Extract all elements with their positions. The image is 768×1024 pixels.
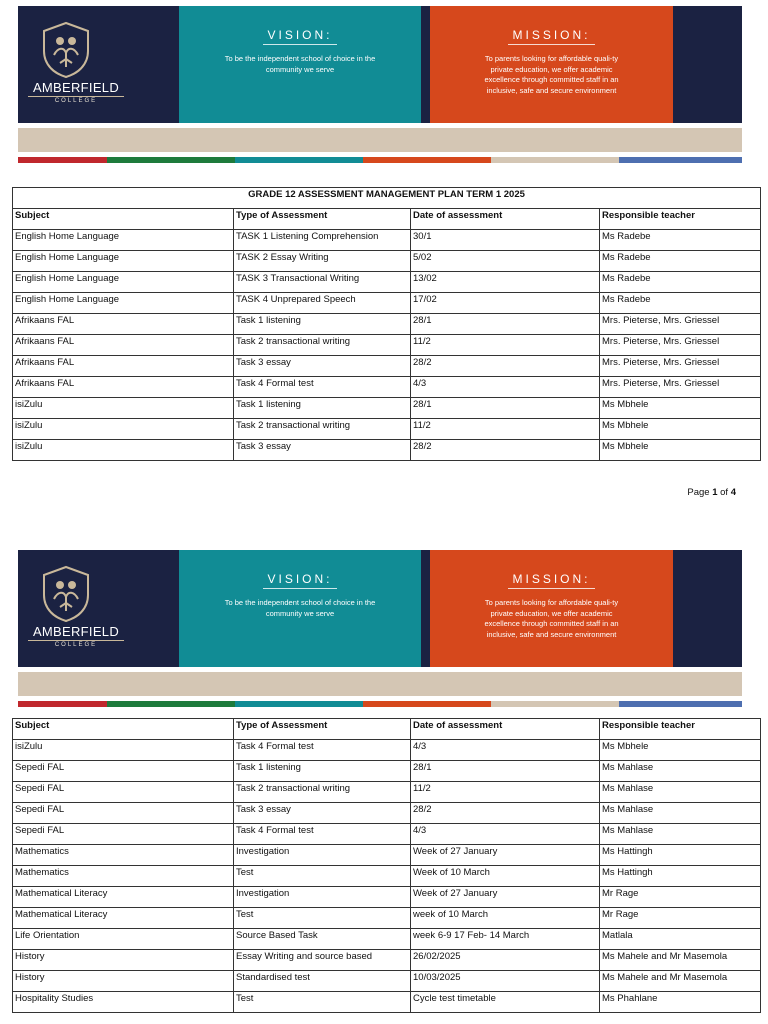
- assessment-date-cell: week of 10 March: [411, 908, 600, 929]
- table-row: [13, 887, 761, 908]
- subject-cell: Mathematics: [13, 866, 234, 887]
- assessment-date-cell: 30/1: [411, 230, 600, 251]
- teacher-cell: Ms Mahele and Mr Masemola: [600, 971, 761, 992]
- assessment-date-cell: 28/2: [411, 803, 600, 824]
- table-row: [13, 845, 761, 866]
- subject-cell: Sepedi FAL: [13, 761, 234, 782]
- assessment-date-cell: 26/02/2025: [411, 950, 600, 971]
- assessment-date-cell: 4/3: [411, 740, 600, 761]
- column-header: Responsible teacher: [600, 719, 761, 740]
- table-header-row: [13, 719, 761, 740]
- table-row: [13, 971, 761, 992]
- assessment-type-cell: Task 4 Formal test: [234, 824, 411, 845]
- subject-cell: Afrikaans FAL: [13, 356, 234, 377]
- assessment-type-cell: Essay Writing and source based: [234, 950, 411, 971]
- table-row: [13, 251, 761, 272]
- banner-right-block: [673, 550, 742, 667]
- stripe-orange: [363, 157, 491, 163]
- table-row: [13, 740, 761, 761]
- school-name: AMBERFIELD: [28, 624, 124, 641]
- assessment-type-cell: Task 1 listening: [234, 398, 411, 419]
- subject-cell: Sepedi FAL: [13, 803, 234, 824]
- teacher-cell: Ms Hattingh: [600, 866, 761, 887]
- stripe-green: [107, 157, 235, 163]
- vision-panel: [179, 550, 421, 667]
- assessment-type-cell: Task 2 transactional writing: [234, 419, 411, 440]
- assessment-type-cell: TASK 3 Transactional Writing: [234, 272, 411, 293]
- vision-text: To be the independent school of choice in the community we serve: [224, 598, 376, 618]
- table-row: [13, 866, 761, 887]
- assessment-date-cell: 28/1: [411, 761, 600, 782]
- mission-title: MISSION:: [508, 572, 594, 589]
- banner-divider: [421, 6, 430, 123]
- page-prefix: Page: [687, 487, 713, 498]
- page-sep: of: [717, 487, 731, 498]
- letterhead-banner: [18, 6, 742, 123]
- subject-cell: isiZulu: [13, 440, 234, 461]
- crest-icon: [40, 565, 92, 623]
- teacher-cell: Mr Rage: [600, 908, 761, 929]
- teacher-cell: Ms Radebe: [600, 293, 761, 314]
- mission-panel: [430, 550, 673, 667]
- school-subtitle: COLLEGE: [54, 98, 98, 104]
- assessment-date-cell: 11/2: [411, 782, 600, 803]
- teacher-cell: Ms Mahlase: [600, 782, 761, 803]
- assessment-type-cell: Task 3 essay: [234, 356, 411, 377]
- teacher-cell: Matlala: [600, 929, 761, 950]
- assessment-type-cell: Investigation: [234, 887, 411, 908]
- column-header: Type of Assessment: [234, 209, 411, 230]
- school-subtitle: COLLEGE: [54, 642, 98, 648]
- subject-cell: isiZulu: [13, 398, 234, 419]
- banner-divider: [421, 550, 430, 667]
- assessment-type-cell: TASK 4 Unprepared Speech: [234, 293, 411, 314]
- letterhead-banner: [18, 550, 742, 667]
- table-row: [13, 377, 761, 398]
- subject-cell: English Home Language: [13, 272, 234, 293]
- column-header: Date of assessment: [411, 209, 600, 230]
- assessment-date-cell: Week of 27 January: [411, 845, 600, 866]
- subject-cell: Mathematical Literacy: [13, 908, 234, 929]
- assessment-date-cell: 10/03/2025: [411, 971, 600, 992]
- stripe-red: [18, 157, 107, 163]
- assessment-type-cell: Source Based Task: [234, 929, 411, 950]
- stripe-orange: [363, 701, 491, 707]
- color-stripe: [18, 157, 742, 163]
- school-logo: [18, 6, 179, 123]
- teacher-cell: Mrs. Pieterse, Mrs. Griessel: [600, 356, 761, 377]
- stripe-blue: [619, 157, 742, 163]
- subject-cell: English Home Language: [13, 251, 234, 272]
- assessment-type-cell: Task 4 Formal test: [234, 740, 411, 761]
- assessment-date-cell: 28/1: [411, 314, 600, 335]
- table-row: [13, 419, 761, 440]
- assessment-type-cell: Test: [234, 908, 411, 929]
- mission-panel: [430, 6, 673, 123]
- page-total: 4: [730, 487, 736, 498]
- assessment-table-page2: [12, 718, 761, 1013]
- assessment-type-cell: TASK 2 Essay Writing: [234, 251, 411, 272]
- assessment-date-cell: week 6-9 17 Feb- 14 March: [411, 929, 600, 950]
- column-header: Subject: [13, 719, 234, 740]
- assessment-type-cell: Test: [234, 992, 411, 1013]
- assessment-type-cell: Task 3 essay: [234, 440, 411, 461]
- column-header: Type of Assessment: [234, 719, 411, 740]
- teacher-cell: Ms Mahlase: [600, 761, 761, 782]
- table-row: [13, 782, 761, 803]
- beige-band: [18, 672, 742, 696]
- teacher-cell: Ms Mahlase: [600, 824, 761, 845]
- teacher-cell: Ms Radebe: [600, 272, 761, 293]
- stripe-teal: [235, 157, 363, 163]
- teacher-cell: Ms Mahlase: [600, 803, 761, 824]
- color-stripe: [18, 701, 742, 707]
- vision-title: VISION:: [263, 572, 336, 589]
- column-header: Responsible teacher: [600, 209, 761, 230]
- teacher-cell: Ms Mbhele: [600, 740, 761, 761]
- table-row: [13, 761, 761, 782]
- stripe-beige: [491, 701, 619, 707]
- teacher-cell: Ms Radebe: [600, 251, 761, 272]
- column-header: Subject: [13, 209, 234, 230]
- mission-text: To parents looking for affordable quali-ty private education, we offer academic excellence through committed staff in an inclusive, safe and secure environment: [484, 54, 619, 95]
- table-row: [13, 230, 761, 251]
- assessment-date-cell: Week of 27 January: [411, 887, 600, 908]
- teacher-cell: Mrs. Pieterse, Mrs. Griessel: [600, 314, 761, 335]
- assessment-type-cell: Task 1 listening: [234, 314, 411, 335]
- teacher-cell: Ms Mbhele: [600, 419, 761, 440]
- teacher-cell: Mrs. Pieterse, Mrs. Griessel: [600, 335, 761, 356]
- assessment-table-page1: [12, 187, 761, 461]
- table-row: [13, 398, 761, 419]
- assessment-type-cell: Test: [234, 866, 411, 887]
- table-row: [13, 908, 761, 929]
- mission-text: To parents looking for affordable quali-ty private education, we offer academic excellence through committed staff in an inclusive, safe and secure environment: [484, 598, 619, 639]
- assessment-date-cell: Cycle test timetable: [411, 992, 600, 1013]
- assessment-date-cell: 4/3: [411, 377, 600, 398]
- assessment-date-cell: 5/02: [411, 251, 600, 272]
- subject-cell: Afrikaans FAL: [13, 335, 234, 356]
- assessment-date-cell: 28/2: [411, 440, 600, 461]
- subject-cell: isiZulu: [13, 419, 234, 440]
- subject-cell: Mathematics: [13, 845, 234, 866]
- table-row: [13, 440, 761, 461]
- table-row: [13, 803, 761, 824]
- teacher-cell: Ms Phahlane: [600, 992, 761, 1013]
- teacher-cell: Ms Mbhele: [600, 440, 761, 461]
- assessment-date-cell: Week of 10 March: [411, 866, 600, 887]
- subject-cell: Sepedi FAL: [13, 824, 234, 845]
- assessment-date-cell: 28/2: [411, 356, 600, 377]
- subject-cell: History: [13, 950, 234, 971]
- teacher-cell: Ms Mahele and Mr Masemola: [600, 950, 761, 971]
- subject-cell: English Home Language: [13, 293, 234, 314]
- table-title: GRADE 12 ASSESSMENT MANAGEMENT PLAN TERM 1 2025: [13, 188, 761, 209]
- assessment-date-cell: 4/3: [411, 824, 600, 845]
- table-header-row: [13, 209, 761, 230]
- table-row: [13, 929, 761, 950]
- subject-cell: Afrikaans FAL: [13, 314, 234, 335]
- assessment-type-cell: Task 4 Formal test: [234, 377, 411, 398]
- banner-right-block: [673, 6, 742, 123]
- assessment-type-cell: TASK 1 Listening Comprehension: [234, 230, 411, 251]
- page-current: 1: [712, 487, 718, 498]
- teacher-cell: Mrs. Pieterse, Mrs. Griessel: [600, 377, 761, 398]
- table-row: [13, 272, 761, 293]
- subject-cell: English Home Language: [13, 230, 234, 251]
- table-row: [13, 950, 761, 971]
- column-header: Date of assessment: [411, 719, 600, 740]
- table-row: [13, 992, 761, 1013]
- stripe-red: [18, 701, 107, 707]
- subject-cell: Hospitality Studies: [13, 992, 234, 1013]
- subject-cell: Mathematical Literacy: [13, 887, 234, 908]
- page-number: [600, 487, 736, 498]
- assessment-date-cell: 11/2: [411, 335, 600, 356]
- school-name: AMBERFIELD: [28, 80, 124, 97]
- mission-title: MISSION:: [508, 28, 594, 45]
- subject-cell: Sepedi FAL: [13, 782, 234, 803]
- assessment-date-cell: 17/02: [411, 293, 600, 314]
- vision-panel: [179, 6, 421, 123]
- vision-text: To be the independent school of choice in the community we serve: [224, 54, 376, 74]
- table-row: [13, 356, 761, 377]
- assessment-type-cell: Standardised test: [234, 971, 411, 992]
- assessment-date-cell: 28/1: [411, 398, 600, 419]
- vision-title: VISION:: [263, 28, 336, 45]
- stripe-green: [107, 701, 235, 707]
- subject-cell: isiZulu: [13, 740, 234, 761]
- table-row: [13, 824, 761, 845]
- assessment-date-cell: 11/2: [411, 419, 600, 440]
- stripe-teal: [235, 701, 363, 707]
- beige-band: [18, 128, 742, 152]
- subject-cell: Afrikaans FAL: [13, 377, 234, 398]
- table-row: [13, 293, 761, 314]
- assessment-type-cell: Task 3 essay: [234, 803, 411, 824]
- assessment-type-cell: Task 1 listening: [234, 761, 411, 782]
- school-logo: [18, 550, 179, 667]
- subject-cell: Life Orientation: [13, 929, 234, 950]
- teacher-cell: Mr Rage: [600, 887, 761, 908]
- table-row: [13, 314, 761, 335]
- assessment-date-cell: 13/02: [411, 272, 600, 293]
- table-row: [13, 335, 761, 356]
- teacher-cell: Ms Mbhele: [600, 398, 761, 419]
- subject-cell: History: [13, 971, 234, 992]
- assessment-type-cell: Investigation: [234, 845, 411, 866]
- crest-icon: [40, 21, 92, 79]
- stripe-blue: [619, 701, 742, 707]
- stripe-beige: [491, 157, 619, 163]
- assessment-type-cell: Task 2 transactional writing: [234, 782, 411, 803]
- teacher-cell: Ms Hattingh: [600, 845, 761, 866]
- teacher-cell: Ms Radebe: [600, 230, 761, 251]
- assessment-type-cell: Task 2 transactional writing: [234, 335, 411, 356]
